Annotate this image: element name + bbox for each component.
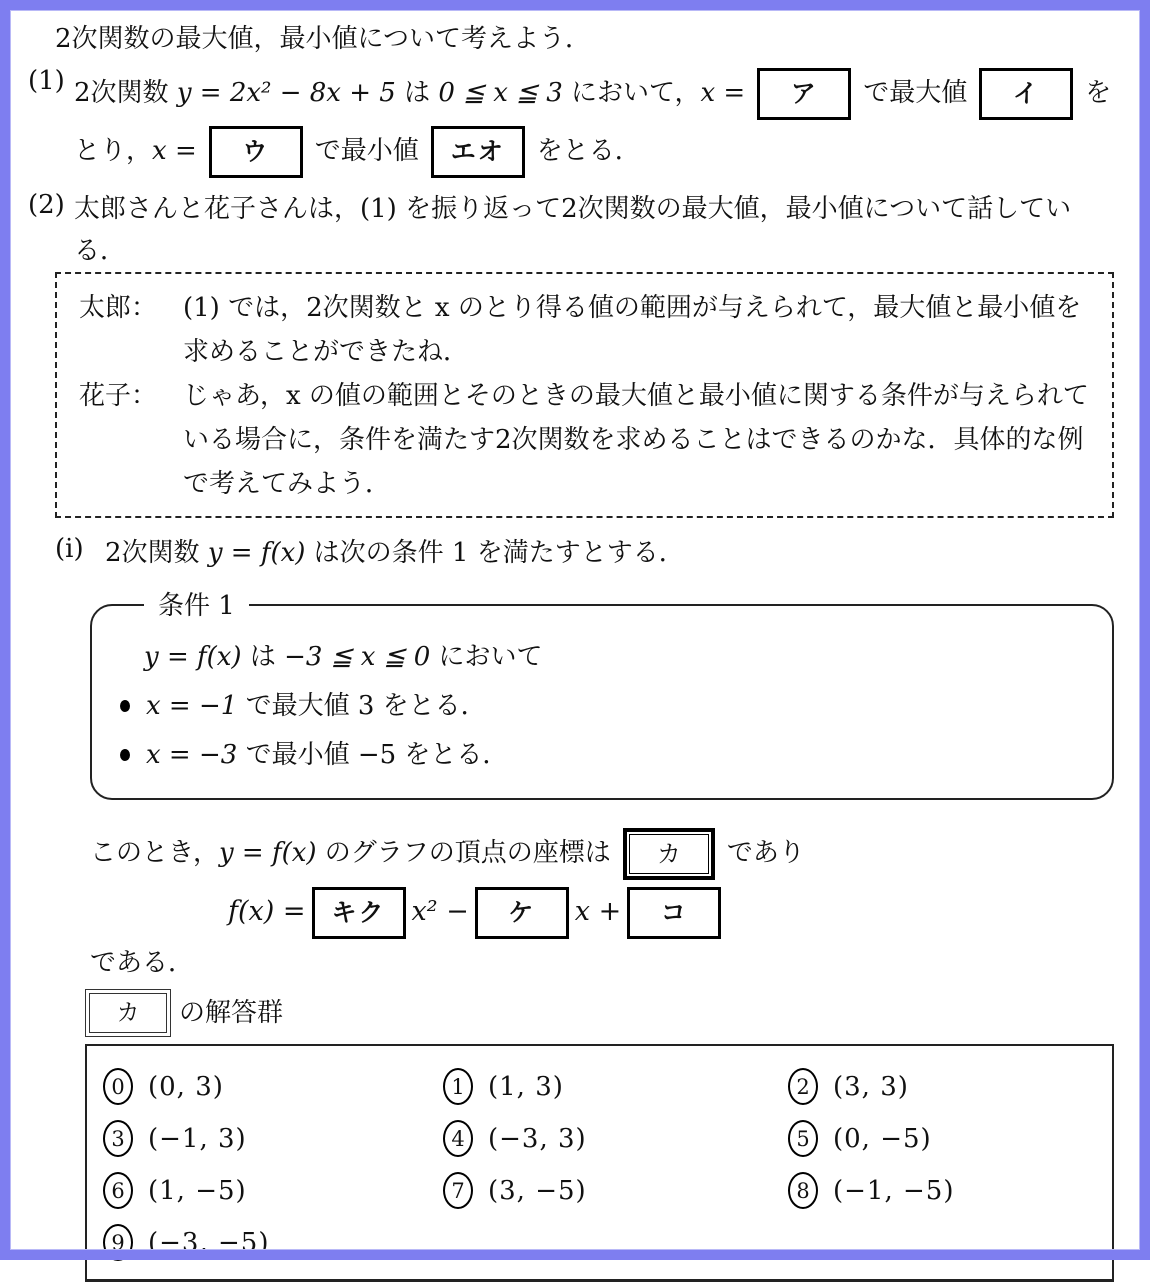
text-segment: において， xyxy=(562,78,701,108)
option-value: (1, 3) xyxy=(488,1071,564,1102)
text-segment: で最小値 −5 をとる． xyxy=(237,740,509,770)
question-1-body xyxy=(74,64,1114,180)
math-expression: x = xyxy=(700,78,746,108)
option-number-icon: 4 xyxy=(443,1120,473,1157)
question-1-label: (1) xyxy=(28,66,65,96)
option-7 xyxy=(443,1172,788,1209)
text-segment: 2次関数 xyxy=(105,538,208,568)
fx-equation xyxy=(228,884,1114,940)
math-expression: x + xyxy=(574,896,622,927)
intro-line: 2次関数の最大値，最小値について考えよう． xyxy=(55,24,592,54)
option-value: (−1, −5) xyxy=(833,1175,955,1206)
text-segment: は xyxy=(395,78,439,108)
option-6 xyxy=(103,1172,443,1209)
option-3 xyxy=(103,1120,443,1157)
text-segment: をとる． xyxy=(536,136,641,166)
option-number-icon: 0 xyxy=(103,1068,133,1105)
answer-box-i: イ xyxy=(979,68,1073,120)
answer-box-eo: エオ xyxy=(431,126,525,178)
text-segment: をとり， xyxy=(74,78,1112,166)
part-i-heading xyxy=(55,532,1114,574)
option-value: (3, 3) xyxy=(833,1071,909,1102)
option-1 xyxy=(443,1068,788,1105)
option-value: (0, 3) xyxy=(148,1071,224,1102)
question-2-label: (2) xyxy=(28,190,65,220)
speaker-name: 太郎： xyxy=(79,293,158,323)
condition-intro xyxy=(144,640,1092,674)
option-number-icon: 7 xyxy=(443,1172,473,1209)
answer-box-kiku: キク xyxy=(312,887,406,939)
answer-group-heading xyxy=(85,988,1114,1038)
option-number-icon: 9 xyxy=(103,1224,133,1261)
answer-box-ke: ケ xyxy=(475,887,569,939)
option-value: (3, −5) xyxy=(488,1175,587,1206)
bullet-icon xyxy=(120,749,130,761)
math-expression: 0 ≦ x ≦ 3 xyxy=(438,78,563,108)
dialogue-box xyxy=(55,272,1114,518)
answer-box-ka-reference xyxy=(85,989,171,1037)
text-segment: のグラフの頂点の座標は xyxy=(316,838,611,868)
part-i-label: (i) xyxy=(55,534,84,564)
option-value: (0, −5) xyxy=(833,1123,932,1154)
answer-box-ko: コ xyxy=(627,887,721,939)
exam-sheet xyxy=(28,10,1114,1282)
math-expression: f(x) = xyxy=(228,896,306,927)
bullet-text xyxy=(146,689,487,723)
answer-box-a: ア xyxy=(757,68,851,120)
math-expression: x² − xyxy=(411,896,469,927)
dialogue-text: じゃあ，x の値の範囲とそのときの最大値と最小値に関する条件が与えられている場合に，条件を満たす2次関数を求めることはできるのかな．具体的な例で考えてみよう． xyxy=(183,381,1089,499)
condition-bullet-max xyxy=(120,689,1092,723)
option-number-icon: 2 xyxy=(788,1068,818,1105)
math-expression: x = xyxy=(152,136,197,166)
math-expression: y = f(x) xyxy=(144,642,242,672)
condition-bullet-min xyxy=(120,738,1092,772)
text-segment: は xyxy=(241,642,285,672)
closing-text: である． xyxy=(90,948,195,978)
option-number-icon: 8 xyxy=(788,1172,818,1209)
text-segment: であり xyxy=(726,838,805,868)
question-2-body: 太郎さんと花子さんは，(1) を振り返って2次関数の最大値，最小値について話している． xyxy=(74,194,1072,266)
option-value: (−3, 3) xyxy=(488,1123,587,1154)
answer-box-ka-reference-label: カ xyxy=(89,993,167,1033)
question-2 xyxy=(28,188,1114,272)
option-value: (−1, 3) xyxy=(148,1123,247,1154)
math-expression: −3 ≦ x ≦ 0 xyxy=(284,642,431,672)
text-segment: 2次関数 xyxy=(74,78,177,108)
answer-box-ka xyxy=(623,828,715,880)
option-number-icon: 3 xyxy=(103,1120,133,1157)
option-2 xyxy=(788,1068,1102,1105)
dialogue-row-taro xyxy=(79,286,1098,374)
answer-box-u: ウ xyxy=(209,126,303,178)
dialogue-row-hanako xyxy=(79,374,1098,506)
text-segment: で最大値 3 をとる． xyxy=(237,691,487,721)
bullet-text xyxy=(146,738,508,772)
answer-group-label: の解答群 xyxy=(179,998,284,1028)
dialogue-text: (1) では，2次関数と x のとり得る値の範囲が与えられて，最大値と最小値を求めることができたね． xyxy=(183,293,1082,367)
speaker-name: 花子： xyxy=(79,381,158,411)
math-expression: y = f(x) xyxy=(218,838,317,868)
condition-1-title: 条件 1 xyxy=(144,589,249,623)
option-4 xyxy=(443,1120,788,1157)
answer-box-ka-label: カ xyxy=(629,834,709,874)
option-5 xyxy=(788,1120,1102,1157)
part-i-body xyxy=(105,532,1114,574)
option-number-icon: 1 xyxy=(443,1068,473,1105)
text-segment: で最大値 xyxy=(863,78,968,108)
math-expression: x = −3 xyxy=(146,740,238,770)
text-segment: で最小値 xyxy=(314,136,419,166)
option-9 xyxy=(103,1224,443,1261)
bullet-icon xyxy=(120,700,130,712)
math-expression: y = f(x) xyxy=(207,538,306,568)
option-number-icon: 6 xyxy=(103,1172,133,1209)
vertex-statement xyxy=(90,824,1114,882)
math-expression: y = 2x² − 8x + 5 xyxy=(176,78,396,108)
condition-1-box xyxy=(90,591,1114,800)
text-segment: は次の条件 1 を満たすとする． xyxy=(305,538,685,568)
option-value: (1, −5) xyxy=(148,1175,247,1206)
option-8 xyxy=(788,1172,1102,1209)
text-segment: このとき， xyxy=(90,838,219,868)
option-number-icon: 5 xyxy=(788,1120,818,1157)
option-0 xyxy=(103,1068,443,1105)
text-segment: において xyxy=(430,642,543,672)
answer-options-box xyxy=(85,1044,1114,1282)
option-value: (−3, −5) xyxy=(148,1227,270,1258)
math-expression: x = −1 xyxy=(146,691,238,721)
question-1 xyxy=(28,64,1114,180)
